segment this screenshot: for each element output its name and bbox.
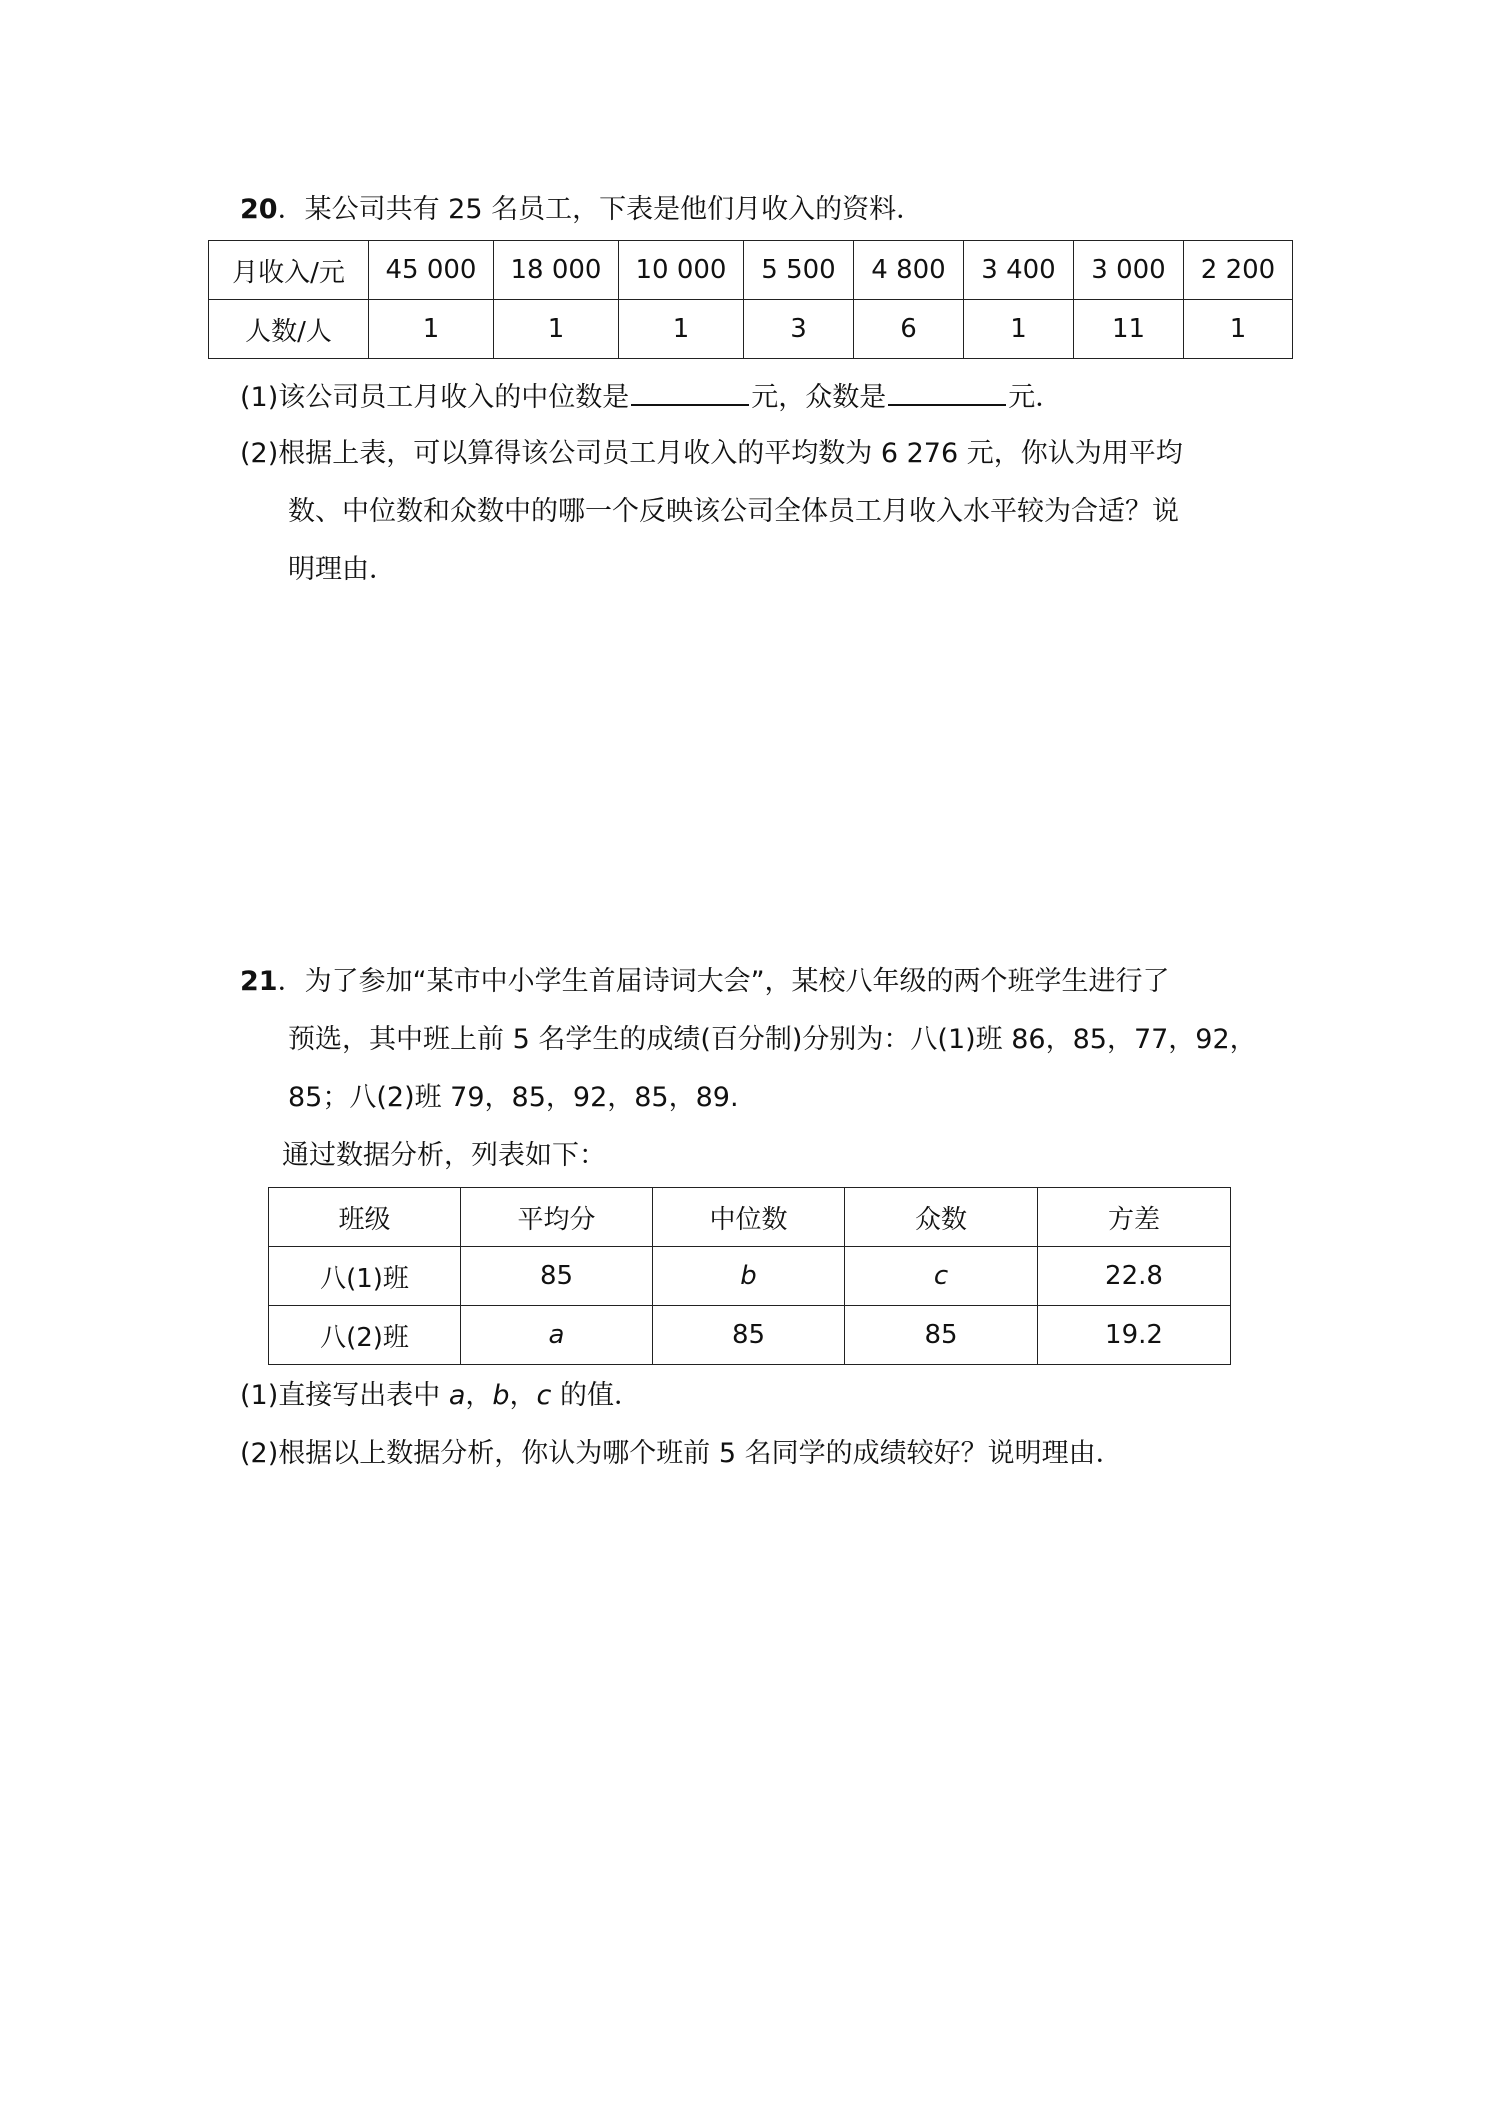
q21-cell: 22.8 bbox=[1038, 1247, 1231, 1306]
q21-header-cell: 平均分 bbox=[461, 1188, 653, 1247]
q20-income-table bbox=[208, 240, 1293, 359]
q21-line4: 通过数据分析，列表如下： bbox=[282, 1140, 606, 1171]
q20-cell: 3 000 bbox=[1074, 241, 1184, 300]
q20-cell: 4 800 bbox=[854, 241, 964, 300]
q21-table-row-class1 bbox=[269, 1247, 1231, 1306]
q21-cell: 85 bbox=[653, 1306, 845, 1365]
q20-cell: 45 000 bbox=[369, 241, 494, 300]
q21-line2: 预选，其中班上前 5 名学生的成绩(百分制)分别为：八(1)班 86，85，77，92， bbox=[288, 1024, 1257, 1055]
q21-header-cell: 方差 bbox=[1038, 1188, 1231, 1247]
q20-part2-line2: 数、中位数和众数中的哪一个反映该公司全体员工月收入水平较为合适？说 bbox=[288, 496, 1179, 527]
q20-stem bbox=[240, 192, 923, 228]
q20-cell: 人数/人 bbox=[209, 300, 369, 359]
q21-header-cell: 众数 bbox=[845, 1188, 1038, 1247]
q20-cell: 1 bbox=[1184, 300, 1293, 359]
q20-cell: 1 bbox=[369, 300, 494, 359]
q20-cell: 1 bbox=[619, 300, 744, 359]
q20-cell: 2 200 bbox=[1184, 241, 1293, 300]
comma: ， bbox=[465, 1380, 493, 1411]
q20-cell: 5 500 bbox=[744, 241, 854, 300]
answer-blank-mode[interactable] bbox=[888, 378, 1006, 406]
q20-part1 bbox=[240, 378, 1062, 416]
q21-table-row-class2 bbox=[269, 1306, 1231, 1365]
q21-part1-text-b: 的值． bbox=[551, 1380, 641, 1411]
q20-part1-text-a: (1)该公司员工月收入的中位数是 bbox=[240, 382, 630, 413]
q21-stats-table bbox=[268, 1187, 1231, 1365]
q21-cell: 八(1)班 bbox=[269, 1247, 461, 1306]
q20-cell: 3 400 bbox=[964, 241, 1074, 300]
q21-line1 bbox=[240, 964, 1170, 1000]
q21-line3: 85；八(2)班 79，85，92，85，89. bbox=[288, 1082, 739, 1113]
q21-part1 bbox=[240, 1378, 641, 1414]
q20-cell: 10 000 bbox=[619, 241, 744, 300]
var-c: c bbox=[536, 1380, 552, 1411]
q21-header-cell: 班级 bbox=[269, 1188, 461, 1247]
q21-cell: 85 bbox=[461, 1247, 653, 1306]
var-a: a bbox=[448, 1380, 466, 1411]
q21-number: 21 bbox=[240, 966, 278, 997]
comma: ， bbox=[509, 1380, 537, 1411]
q21-table-header bbox=[269, 1188, 1231, 1247]
q21-header-cell: 中位数 bbox=[653, 1188, 845, 1247]
q21-part2: (2)根据以上数据分析，你认为哪个班前 5 名同学的成绩较好？说明理由． bbox=[240, 1438, 1123, 1469]
q20-part2-line3: 明理由． bbox=[288, 554, 396, 585]
q20-number: 20 bbox=[240, 194, 278, 225]
q21-cell: 85 bbox=[845, 1306, 1038, 1365]
q20-cell: 6 bbox=[854, 300, 964, 359]
q20-cell: 月收入/元 bbox=[209, 241, 369, 300]
q20-cell: 1 bbox=[494, 300, 619, 359]
q21-cell: 八(2)班 bbox=[269, 1306, 461, 1365]
q20-cell: 18 000 bbox=[494, 241, 619, 300]
q20-cell: 11 bbox=[1074, 300, 1184, 359]
q21-cell: 19.2 bbox=[1038, 1306, 1231, 1365]
q20-part2-line1: (2)根据上表，可以算得该公司员工月收入的平均数为 6 276 元，你认为用平均 bbox=[240, 438, 1183, 469]
q20-cell: 3 bbox=[744, 300, 854, 359]
q20-part1-text-b: 元，众数是 bbox=[751, 382, 887, 413]
q21-part1-text-a: (1)直接写出表中 bbox=[240, 1380, 449, 1411]
q20-table-row-count bbox=[209, 300, 1293, 359]
q20-cell: 1 bbox=[964, 300, 1074, 359]
var-b: b bbox=[492, 1380, 510, 1411]
q21-line1-text: ．为了参加“某市中小学生首届诗词大会”，某校八年级的两个班学生进行了 bbox=[277, 966, 1170, 997]
q20-stem-text: ．某公司共有 25 名员工，下表是他们月收入的资料． bbox=[277, 194, 924, 225]
q20-part1-text-c: 元． bbox=[1008, 382, 1063, 413]
q20-table-row-income bbox=[209, 241, 1293, 300]
answer-blank-median[interactable] bbox=[631, 378, 749, 406]
q21-cell: c bbox=[845, 1247, 1038, 1306]
q21-cell: b bbox=[653, 1247, 845, 1306]
q21-cell: a bbox=[461, 1306, 653, 1365]
